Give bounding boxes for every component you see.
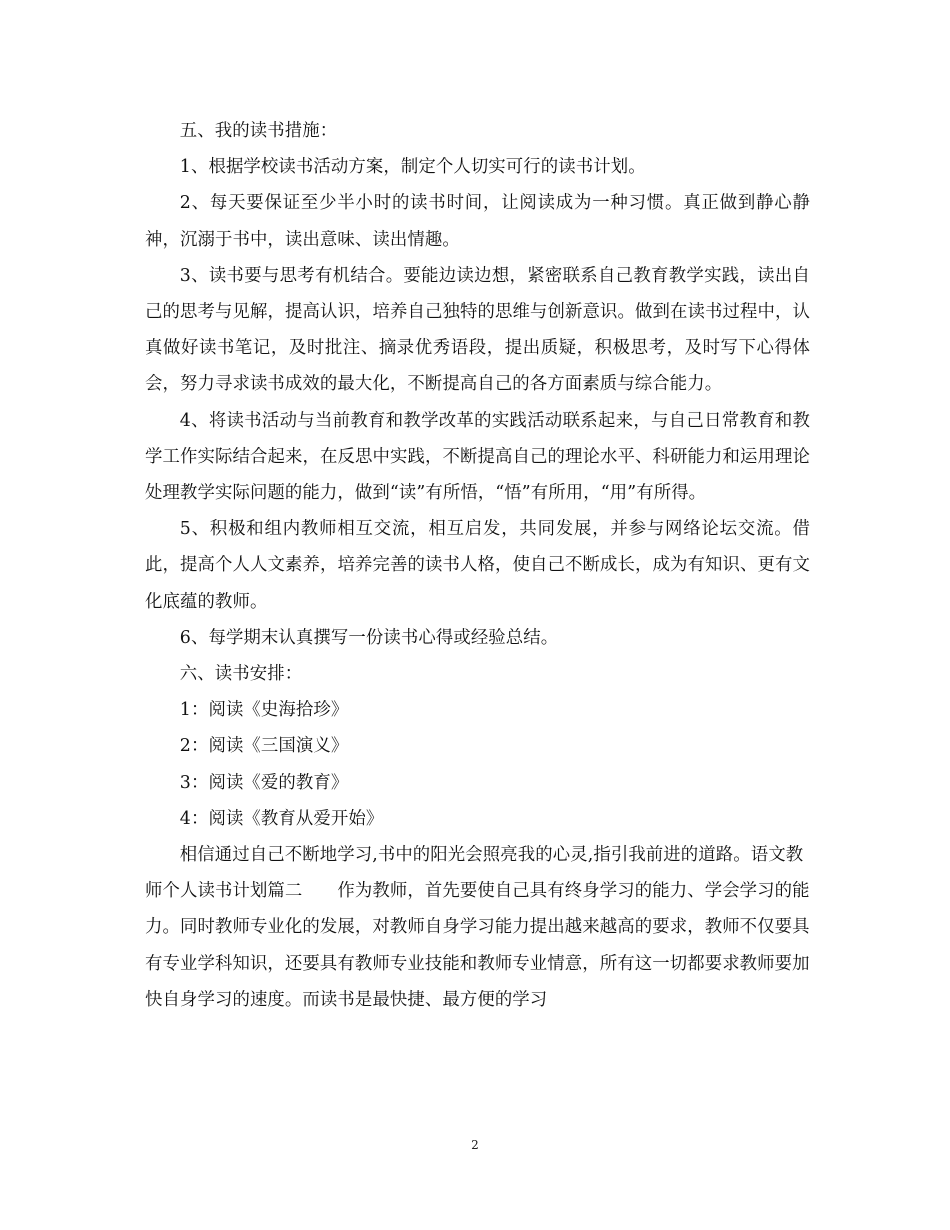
schedule-item-1: 1：阅读《史海拾珍》 bbox=[179, 700, 349, 721]
heading-reading-schedule: 六、读书安排： bbox=[179, 664, 303, 685]
measure-item-3: 3、读书要与思考有机结合。要能边读边想，紧密联系自己教育教学实践，读出自己的思考与见解，提高认识，培养自己独特的思维与创新意识。做到在读书过程中，认真做好读书笔记，及时批注、摘录优秀语段，提出质疑，积极思考，及时写下心得体会，努力寻求读书成效的最大化，不断提高自己的各方面素质与综合能力。 bbox=[145, 265, 810, 395]
measure-item-6: 6、每学期末认真撰写一份读书心得或经验总结。 bbox=[179, 627, 559, 648]
document-body bbox=[145, 113, 810, 1018]
measure-item-2: 2、每天要保证至少半小时的读书时间，让阅读成为一种习惯。真正做到静心静神，沉溺于书中，读出意味、读出情趣。 bbox=[145, 193, 810, 250]
heading-reading-measures: 五、我的读书措施： bbox=[179, 121, 338, 141]
schedule-item-3: 3：阅读《爱的教育》 bbox=[179, 772, 349, 793]
measure-item-4: 4、将读书活动与当前教育和教学改革的实践活动联系起来，与自己日常教育和教学工作实际结合起来，在反思中实践，不断提高自己的理论水平、科研能力和运用理论处理教学实际问题的能力，做到“读”有所悟，“悟”有所用，“用”有所得。 bbox=[145, 410, 810, 504]
schedule-item-4: 4：阅读《教育从爱开始》 bbox=[179, 808, 384, 829]
page-number: 2 bbox=[471, 1138, 479, 1152]
measure-item-5: 5、积极和组内教师相互交流，相互启发，共同发展，并参与网络论坛交流。借此，提高个人人文素养，培养完善的读书人格，使自己不断成长，成为有知识、更有文化底蕴的教师。 bbox=[145, 519, 810, 612]
closing-paragraph: 相信通过自己不断地学习,书中的阳光会照亮我的心灵,指引我前进的道路。语文教师个人读书计划篇二 作为教师，首先要使自己具有终身学习的能力、学会学习的能力。同时教师专业化的发展，对教师自身学习能力提出越来越高的要求，教师不仅要具有专业学科知识，还要具有教师专业技能和教师专业情意，所有这一切都要求教师要加快自身学习的速度。而读书是最快捷、最方便的学习 bbox=[145, 845, 810, 1010]
measure-item-1: 1、根据学校读书活动方案，制定个人切实可行的读书计划。 bbox=[179, 157, 646, 178]
schedule-item-2: 2：阅读《三国演义》 bbox=[179, 736, 349, 757]
